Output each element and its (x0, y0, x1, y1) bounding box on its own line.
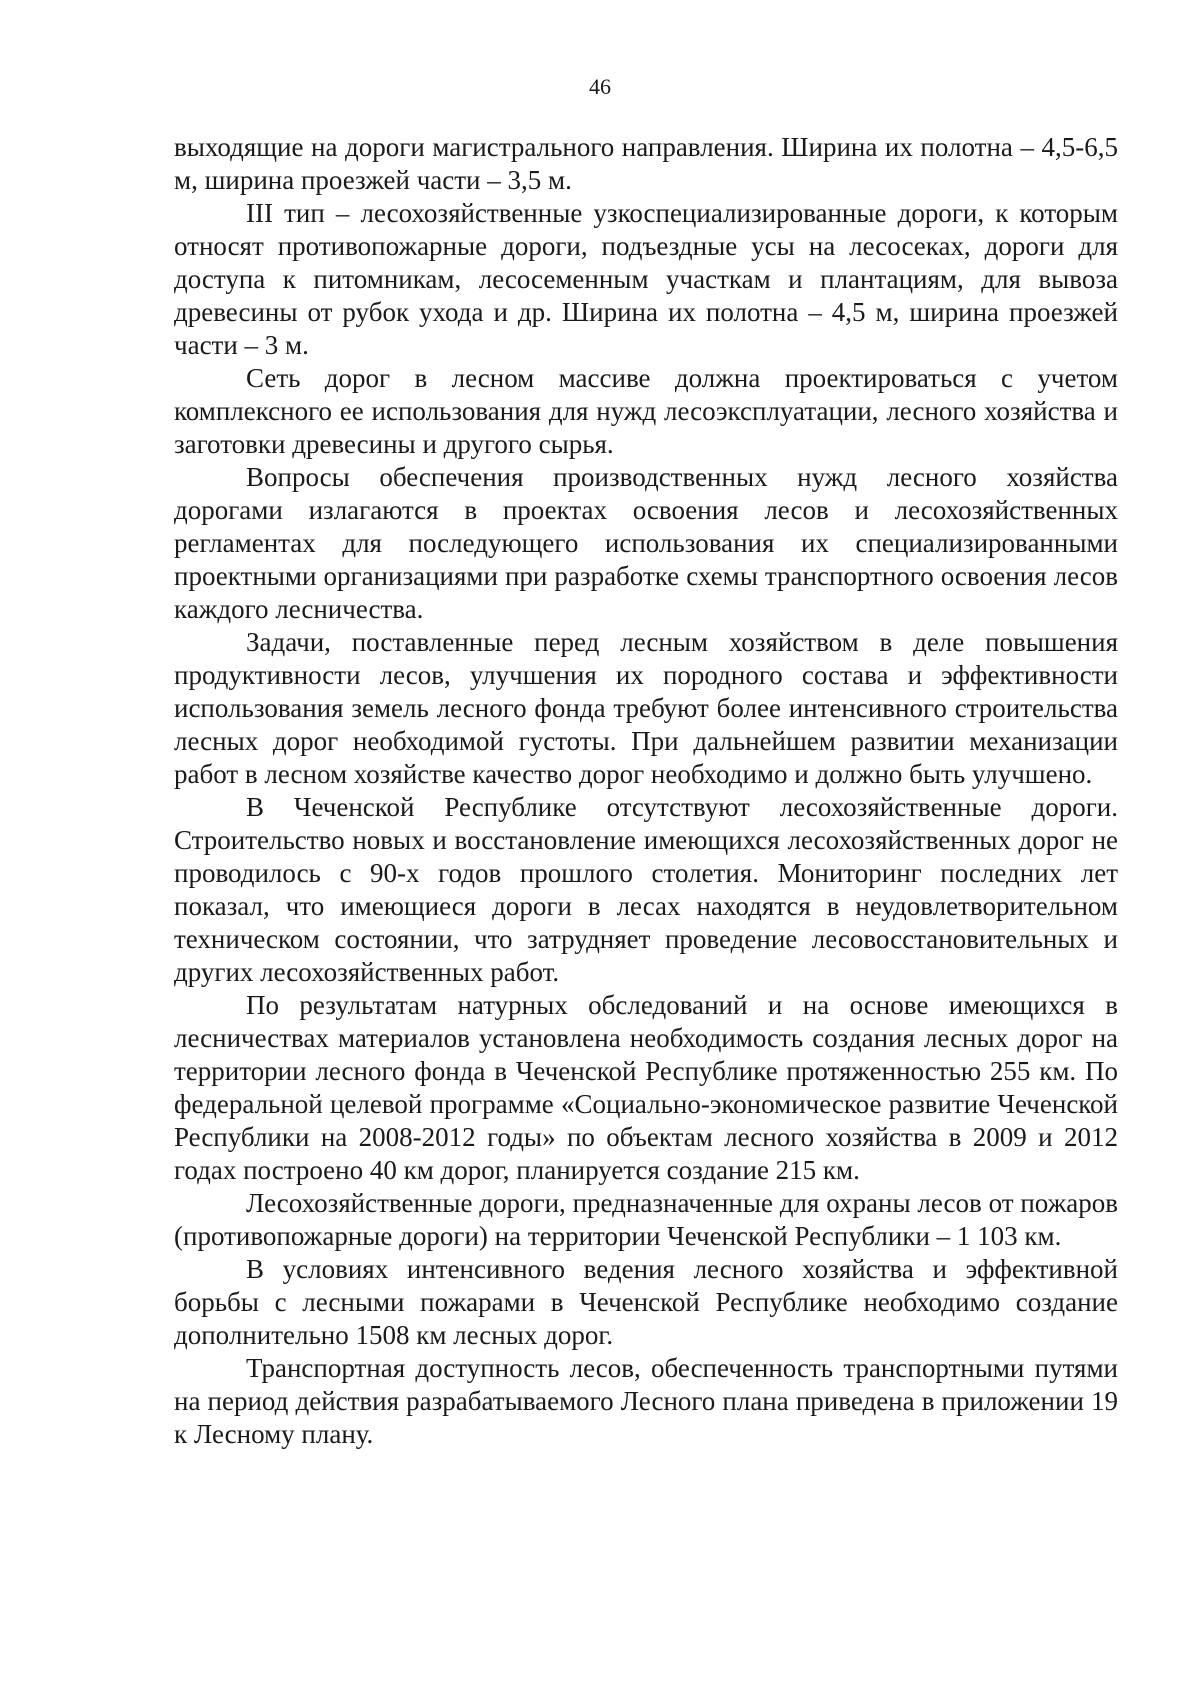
paragraph-forestry-tasks: Задачи, поставленные перед лесным хозяйством в деле повышения продуктивности лесов, улучшения их породного состава и эффективности использования земель лесного фонда требуют более интенсивного строительства лесных дорог необходимой густоты. При дальнейшем развитии механизации работ в лесном хозяйстве качество дорог необходимо и должно быть улучшено. (174, 627, 1118, 789)
paragraph-fire-roads: Лесохозяйственные дороги, предназначенные для охраны лесов от пожаров (противопожарные дороги) на территории Чеченской Республики – 1 103 км. (174, 1188, 1118, 1251)
paragraph-survey-results: По результатам натурных обследований и на основе имеющихся в лесничествах материалов установлена необходимость создания лесных дорог на территории лесного фонда в Чеченской Республике протяженностью 255 км. По федеральной целевой программе «Социально-экономическое развитие Чеченской Республики на 2008-2012 годы» по объектам лесного хозяйства в 2009 и 2012 годах построено 40 км дорог, планируется создание 215 км. (174, 990, 1118, 1185)
page-number: 46 (589, 74, 611, 99)
paragraph-chechen-roads-absent: В Чеченской Республике отсутствуют лесохозяйственные дороги. Строительство новых и восстановление имеющихся лесохозяйственных дорог не проводилось с 90-х годов прошлого столетия. Мониторинг последних лет показал, что имеющиеся дороги в лесах находятся в неудовлетворительном техническом состоянии, что затрудняет проведение лесовосстановительных и других лесохозяйственных работ. (174, 792, 1118, 987)
paragraph-additional-roads: В условиях интенсивного ведения лесного хозяйства и эффективной борьбы с лесными пожарами в Чеченской Республике необходимо создание дополнительно 1508 км лесных дорог. (174, 1254, 1118, 1350)
document-body (174, 131, 1118, 1451)
paragraph-road-needs: Вопросы обеспечения производственных нужд лесного хозяйства дорогами излагаются в проектах освоения лесов и лесохозяйственных регламентах для последующего использования их специализированными проектными организациями при разработке схемы транспортного освоения лесов каждого лесничества. (174, 462, 1118, 624)
paragraph-road-type-iii: III тип – лесохозяйственные узкоспециализированные дороги, к которым относят противопожарные дороги, подъездные усы на лесосеках, дороги для доступа к питомникам, лесосеменным участкам и плантациям, для вывоза древесины от рубок ухода и др. Ширина их полотна – 4,5 м, ширина проезжей части – 3 м. (174, 198, 1118, 360)
paragraph-road-network: Сеть дорог в лесном массиве должна проектироваться с учетом комплексного ее использования для нужд лесоэксплуатации, лесного хозяйства и заготовки древесины и другого сырья. (174, 363, 1118, 459)
paragraph-road-type-ii-end: выходящие на дороги магистрального направления. Ширина их полотна – 4,5-6,5 м, ширина проезжей части – 3,5 м. (174, 132, 1118, 195)
paragraph-transport-accessibility: Транспортная доступность лесов, обеспеченность транспортными путями на период действия разрабатываемого Лесного плана приведена в приложении 19 к Лесному плану. (174, 1353, 1118, 1449)
